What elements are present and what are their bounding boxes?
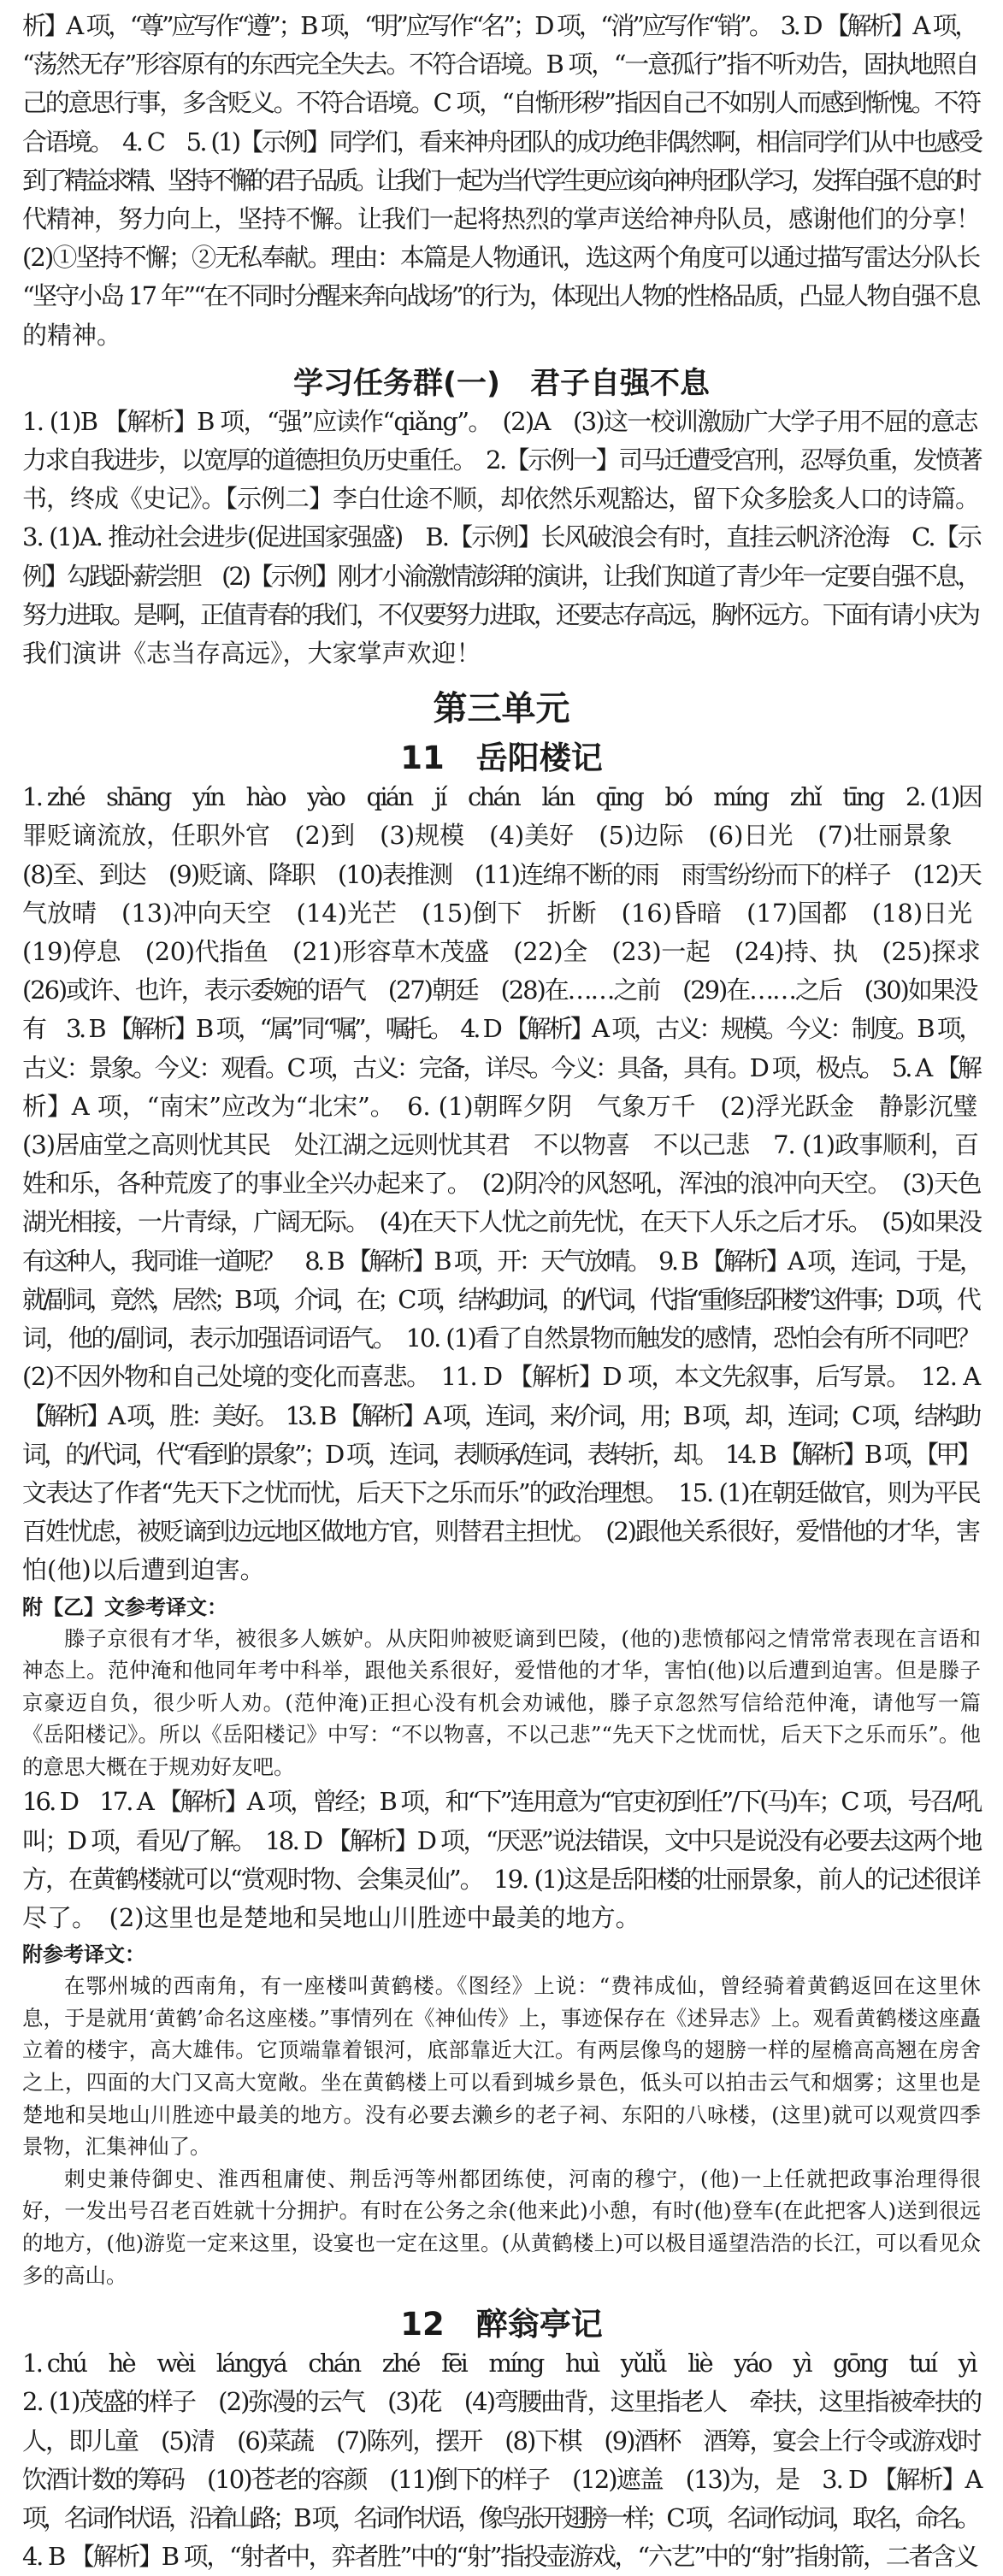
answer-line: 百姓忧虑，被贬谪到边远地区做地方官，则替君主担忧。 (2)跟他关系很好，爱惜他的才华，害 [22,1517,979,1547]
translation-heading-ref: 附参考译文： [22,1942,145,1967]
answer-line: 3. (1)A. 推动社会进步(促进国家强盛) B.【示例】长风破浪会有时，直挂云帆济沧海 C.【示 [22,522,981,552]
answer-line: 例】勾践卧薪尝胆 (2)【示例】刚才小渝激情澎湃的演讲，让我们知道了青少年一定要自强不息， [22,561,980,591]
answer-line: 怕(他)以后遭到迫害。 [22,1555,265,1585]
answer-line: 气放晴 (13)冲向天空 (14)光芒 (15)倒下 折断 (16)昏暗 (17)国都 (18)日光 [22,898,973,928]
answer-line: 2. (1)茂盛的样子 (2)弥漫的云气 (3)花 (4)弯腰曲背，这里指老人 牵扶，这里指被牵扶的 [22,2387,982,2417]
answer-line: 饮酒计数的筹码 (10)苍老的容颜 (11)倒下的样子 (12)遮盖 (13)为，是 3. D 【解析】A [22,2464,982,2494]
translation-paragraph: 滕子京很有才华，被很多人嫉妒。从庆阳帅被贬谪到巴陵，(他的)悲愤郁闷之情常常表现在言语和神态上。范仲淹和他同年考中科举，跟他关系很好，爱惜他的才华，害怕(他)以后遭到迫害。但是滕子京豪迈自负，很少听人劝。(范仲淹)正担心没有机会劝诫他，滕子京忽然写信给范仲淹，请他写一篇《岳阳楼记》。所以《岳阳楼记》中写：“不以物喜，不以己悲”“先天下之忧而忧，后天下之乐而乐”。他的意思大概在于规劝好友吧。 [22,1625,981,1779]
answer-block-lesson-11-extra [22,1783,981,1937]
answer-line: “荡然无存”形容原有的东西完全失去。不符合语境。B 项，“一意孤行”指不听劝告，固执地照自 [22,50,978,80]
lesson-11-title: 11 岳阳楼记 [400,740,603,777]
answer-block-opening [22,7,981,355]
answer-line: 尽了。 (2)这里也是楚地和吴地山川胜迹中最美的地方。 [22,1903,640,1933]
translation-yi [22,1623,981,1783]
answer-line: (26)或许、也许，表示委婉的语气 (27)朝廷 (28)在……之前 (29)在……之后 (30)如果没 [22,976,977,1005]
answer-line: (8)至、到达 (9)贬谪、降职 (10)表推测 (11)连绵不断的雨 雨雪纷纷而下的样子 (12)天 [22,859,981,889]
answer-block-lesson-12 [22,2344,981,2576]
answer-line: 罪贬谪流放，任职外官 (2)到 (3)规模 (4)美好 (5)边际 (6)日光 (7)壮丽景象 [22,821,953,851]
answer-line: (2)不因外物和自己处境的变化而喜悲。 11. D 【解析】D 项，本文先叙事，后写景。 12. A [22,1362,980,1392]
answer-line: 1. zhé shāng yín hào yào qián jí chán lán qīng bó míng zhǐ tīng 2. (1)因 [22,782,981,812]
answer-line: 书，终成《史记》。【示例二】李白仕途不顺，却依然乐观豁达，留下众多脍炙人口的诗篇。 [22,484,980,514]
translation-paragraph: 在鄂州城的西南角，有一座楼叫黄鹤楼。《图经》上说：“费祎成仙，曾经骑着黄鹤返回在这里休息，于是就用‘黄鹤’命名这座楼。”事情列在《神仙传》上，事迹保存在《述异志》上。观看黄鹤楼这座矗立着的楼宇，高大雄伟。它顶端靠着银河，底部靠近大江。有两层像鸟的翅膀一样的屋檐高高翘在房舍之上，四面的大门又高大宽敞。坐在黄鹤楼上可以看到城乡景色，低头可以拍击云气和烟雾；这里也是楚地和吴地山川胜迹中最美的地方。没有必要去濑乡的老子祠、东阳的八咏楼，(这里)就可以观赏四季景物，汇集神仙了。 [22,1973,981,2160]
answer-line: 姓和乐，各种荒废了的事业全兴办起来了。 (2)阴冷的风怒吼，浑浊的浪冲向天空。 (3)天色 [22,1169,982,1199]
answer-line: 努力进取。是啊，正值青春的我们，不仅要努力进取，还要志存高远，胸怀远方。下面有请小庆为 [22,599,979,629]
answer-line: 析】A 项，“尊”应写作“遵”；B 项，“明”应写作“名”；D 项，“消”应写作“销”。 3. D 【解析】A 项， [22,11,976,40]
answer-line: 就/副词，竟然，居然；B 项，介词，在；C 项，结构助词，的/代词，代指“重修岳阳楼”这件事；D 项，代 [22,1284,978,1314]
lesson-12-title: 12 醉翁亭记 [400,2306,603,2343]
answer-line: (2)①坚持不懈；②无私奉献。理由：本篇是人物通讯，选这两个角度可以通过描写雷达分队长 [22,243,980,273]
translation-heading-yi: 附【乙】文参考译文： [22,1595,227,1619]
answer-line: 湖光相接，一片青绿，广阔无际。 (4)在天下人忧之前先忧，在天下人乐之后才乐。 (5)如果没 [22,1207,982,1237]
answer-line: 我们演讲《志当存高远》，大家掌声欢迎！ [22,639,481,669]
answer-line: 代精神，努力向上，坚持不懈。让我们一起将热烈的掌声送给神舟队员，感谢他们的分享！ [22,204,981,234]
answer-line: 古义：景象。今义：观看。C 项，古义：完备，详尽。今义：具备，具有。D 项，极点。 5. A 【解 [22,1052,980,1082]
answer-line: 文表达了作者“先天下之忧而忧，后天下之乐而乐”的政治理想。 15. (1)在朝廷做官，则为平民 [22,1477,980,1507]
unit-title: 第三单元 [433,689,570,729]
answer-line: 有这种人，我同谁一道呢？ 8. B 【解析】B 项，开：天气放晴。 9. B 【解析】A 项，连词，于是， [22,1246,982,1276]
answer-block-task-group [22,403,981,673]
answer-line: 己的意思行事，多含贬义。不符合语境。C 项，“自惭形秽”指因自己不如别人而感到惭愧。不符 [22,88,980,118]
answer-line: “坚守小岛 17 年”“在不同时分醒来奔向战场”的行为，体现出人物的性格品质，凸显人物自强不息 [22,281,979,311]
answer-line: 人，即儿童 (5)清 (6)菜蔬 (7)陈列，摆开 (8)下棋 (9)酒杯 酒筹，宴会上行令或游戏时 [22,2426,981,2455]
answer-line: (19)停息 (20)代指鱼 (21)形容草木茂盛 (22)全 (23)一起 (24)持、执 (25)探求 [22,937,981,967]
answer-line: 合语境。 4. C 5. (1)【示例】同学们，看来神舟团队的成功绝非偶然啊，相信同学们从中也感受 [22,127,982,156]
answer-line: 词，他的/副词，表示加强语词语气。 10. (1)看了自然景物而触发的感情，恐怕会有所不同吧？ [22,1323,980,1353]
answer-line: 方，在黄鹤楼就可以“赏观时物、会集灵仙”。 19. (1)这是岳阳楼的壮丽景象，前人的记述很详 [22,1864,980,1894]
task-group-title: 学习任务群(一) 君子自强不息 [293,366,710,401]
answer-block-lesson-11 [22,778,981,1589]
answer-line: 1. (1)B 【解析】B 项，“强”应读作“qiǎng”。 (2)A (3)这一校训激励广大学子用不屈的意志 [22,406,977,436]
answer-line: 4. B 【解析】B 项，“射者中，弈者胜”中的“射”指投壶游戏，“六艺”中的“射”指射箭，二者含义 [22,2542,977,2572]
answer-line: (3)居庙堂之高则忧其民 处江湖之远则忧其君 不以物喜 不以己悲 7. (1)政事顺利，百 [22,1130,979,1160]
translation-ref [22,1970,981,2291]
answer-line: 的精神。 [22,320,122,350]
answer-line: 项，名词作状语，沿着山路；B 项，名词作状语，像鸟张开翅膀一样；C 项，名词作动词，取名，命名。 [22,2503,978,2533]
answer-line: 【解析】A 项，胜：美好。 13. B 【解析】A 项，连词，来/介词，用；B 项，却，连词；C 项，结构助 [22,1400,979,1430]
answer-line: 16. D 17. A 【解析】A 项，曾经；B 项，和“下”连用意为“官吏初到任”/下(马)车；C 项，号召/吼 [22,1787,981,1817]
answer-line: 有 3. B 【解析】B 项，“属”同“嘱”，嘱托。 4. D 【解析】A 项，古义：规模。今义：制度。B 项， [22,1014,981,1044]
answer-line: 叫；D 项，看见/了解。 18. D 【解析】D 项，“厌恶”说法错误，文中只是说没有必要去这两个地 [22,1825,981,1855]
answer-line: 力求自我进步，以宽厚的道德担负历史重任。 2.【示例一】司马迁遭受宫刑，忍辱负重，发愤著 [22,445,982,475]
answer-line: 词，的/代词，代“看到的景象”；D 项，连词，表顺承/连词，表转折，却。 14. B 【解析】B 项，【甲】 [22,1439,979,1469]
translation-paragraph: 刺史兼侍御史、淮西租庸使、荆岳沔等州都团练使，河南的穆宁，(他)一上任就把政事治理得很好，一发出号召老百姓就十分拥护。有时在公务之余(他来此)小憩，有时(他)登车(在此把客人)送到很远的地方，(他)游览一定来这里，设宴也一定在这里。(从黄鹤楼上)可以极目遥望浩浩的长江，可以看见众多的高山。 [22,2166,981,2288]
answer-line: 到了精益求精、坚持不懈的君子品质。让我们一起为当代学生更应该向神舟团队学习，发挥自强不息的时 [22,165,978,195]
answer-line: 析】A 项，“南宋”应改为“北宋”。 6. (1)朝晖夕阴 气象万千 (2)浮光跃金 静影沉璧 [22,1091,978,1121]
answer-line: 1. chú hè wèi lángyá chán zhé fēi míng huì yǔlǚ liè yáo yì gōng tuí yì [22,2349,976,2379]
